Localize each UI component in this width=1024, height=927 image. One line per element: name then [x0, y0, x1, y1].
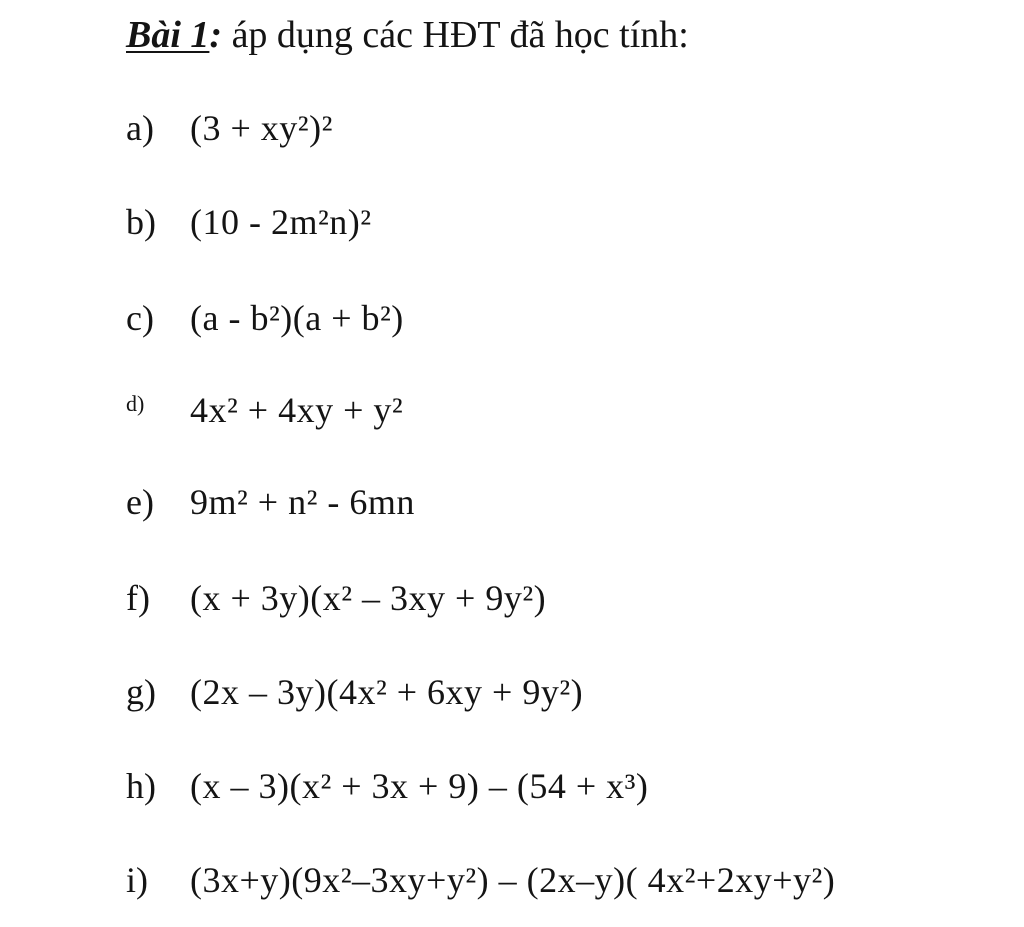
exercise-item-i [126, 850, 835, 910]
item-label: i) [126, 860, 148, 900]
item-label: d) [126, 391, 145, 416]
title-colon: : [209, 14, 223, 56]
item-expression: 4x² + 4xy + y² [190, 390, 404, 430]
item-label: e) [126, 482, 154, 522]
item-label: g) [126, 672, 156, 712]
item-expression: 9m² + n² - 6mn [190, 482, 415, 522]
item-expression: (10 - 2m²n)² [190, 202, 372, 242]
item-label: b) [126, 202, 156, 242]
item-label: a) [126, 108, 154, 148]
exercise-item-h [126, 756, 648, 816]
exercise-item-f [126, 568, 546, 628]
item-expression: (2x – 3y)(4x² + 6xy + 9y²) [190, 672, 584, 712]
item-expression: (3 + xy²)² [190, 108, 333, 148]
exercise-item-a [126, 98, 333, 158]
exercise-item-g [126, 662, 583, 722]
exercise-instruction: áp dụng các HĐT đã học tính: [222, 14, 689, 56]
exercise-item-e [126, 472, 415, 532]
exercise-title [126, 12, 689, 58]
item-expression: (x + 3y)(x² – 3xy + 9y²) [190, 578, 547, 618]
item-expression: (a - b²)(a + b²) [190, 298, 404, 338]
exercise-item-c [126, 288, 404, 348]
item-label: f) [126, 578, 150, 618]
item-label: h) [126, 766, 156, 806]
exercise-item-b [126, 192, 372, 252]
item-expression: (3x+y)(9x²–3xy+y²) – (2x–y)( 4x²+2xy+y²) [190, 860, 836, 900]
item-expression: (x – 3)(x² + 3x + 9) – (54 + x³) [190, 766, 649, 806]
item-label: c) [126, 298, 154, 338]
exercise-item-d [126, 380, 403, 440]
exercise-number: Bài 1 [126, 14, 210, 56]
